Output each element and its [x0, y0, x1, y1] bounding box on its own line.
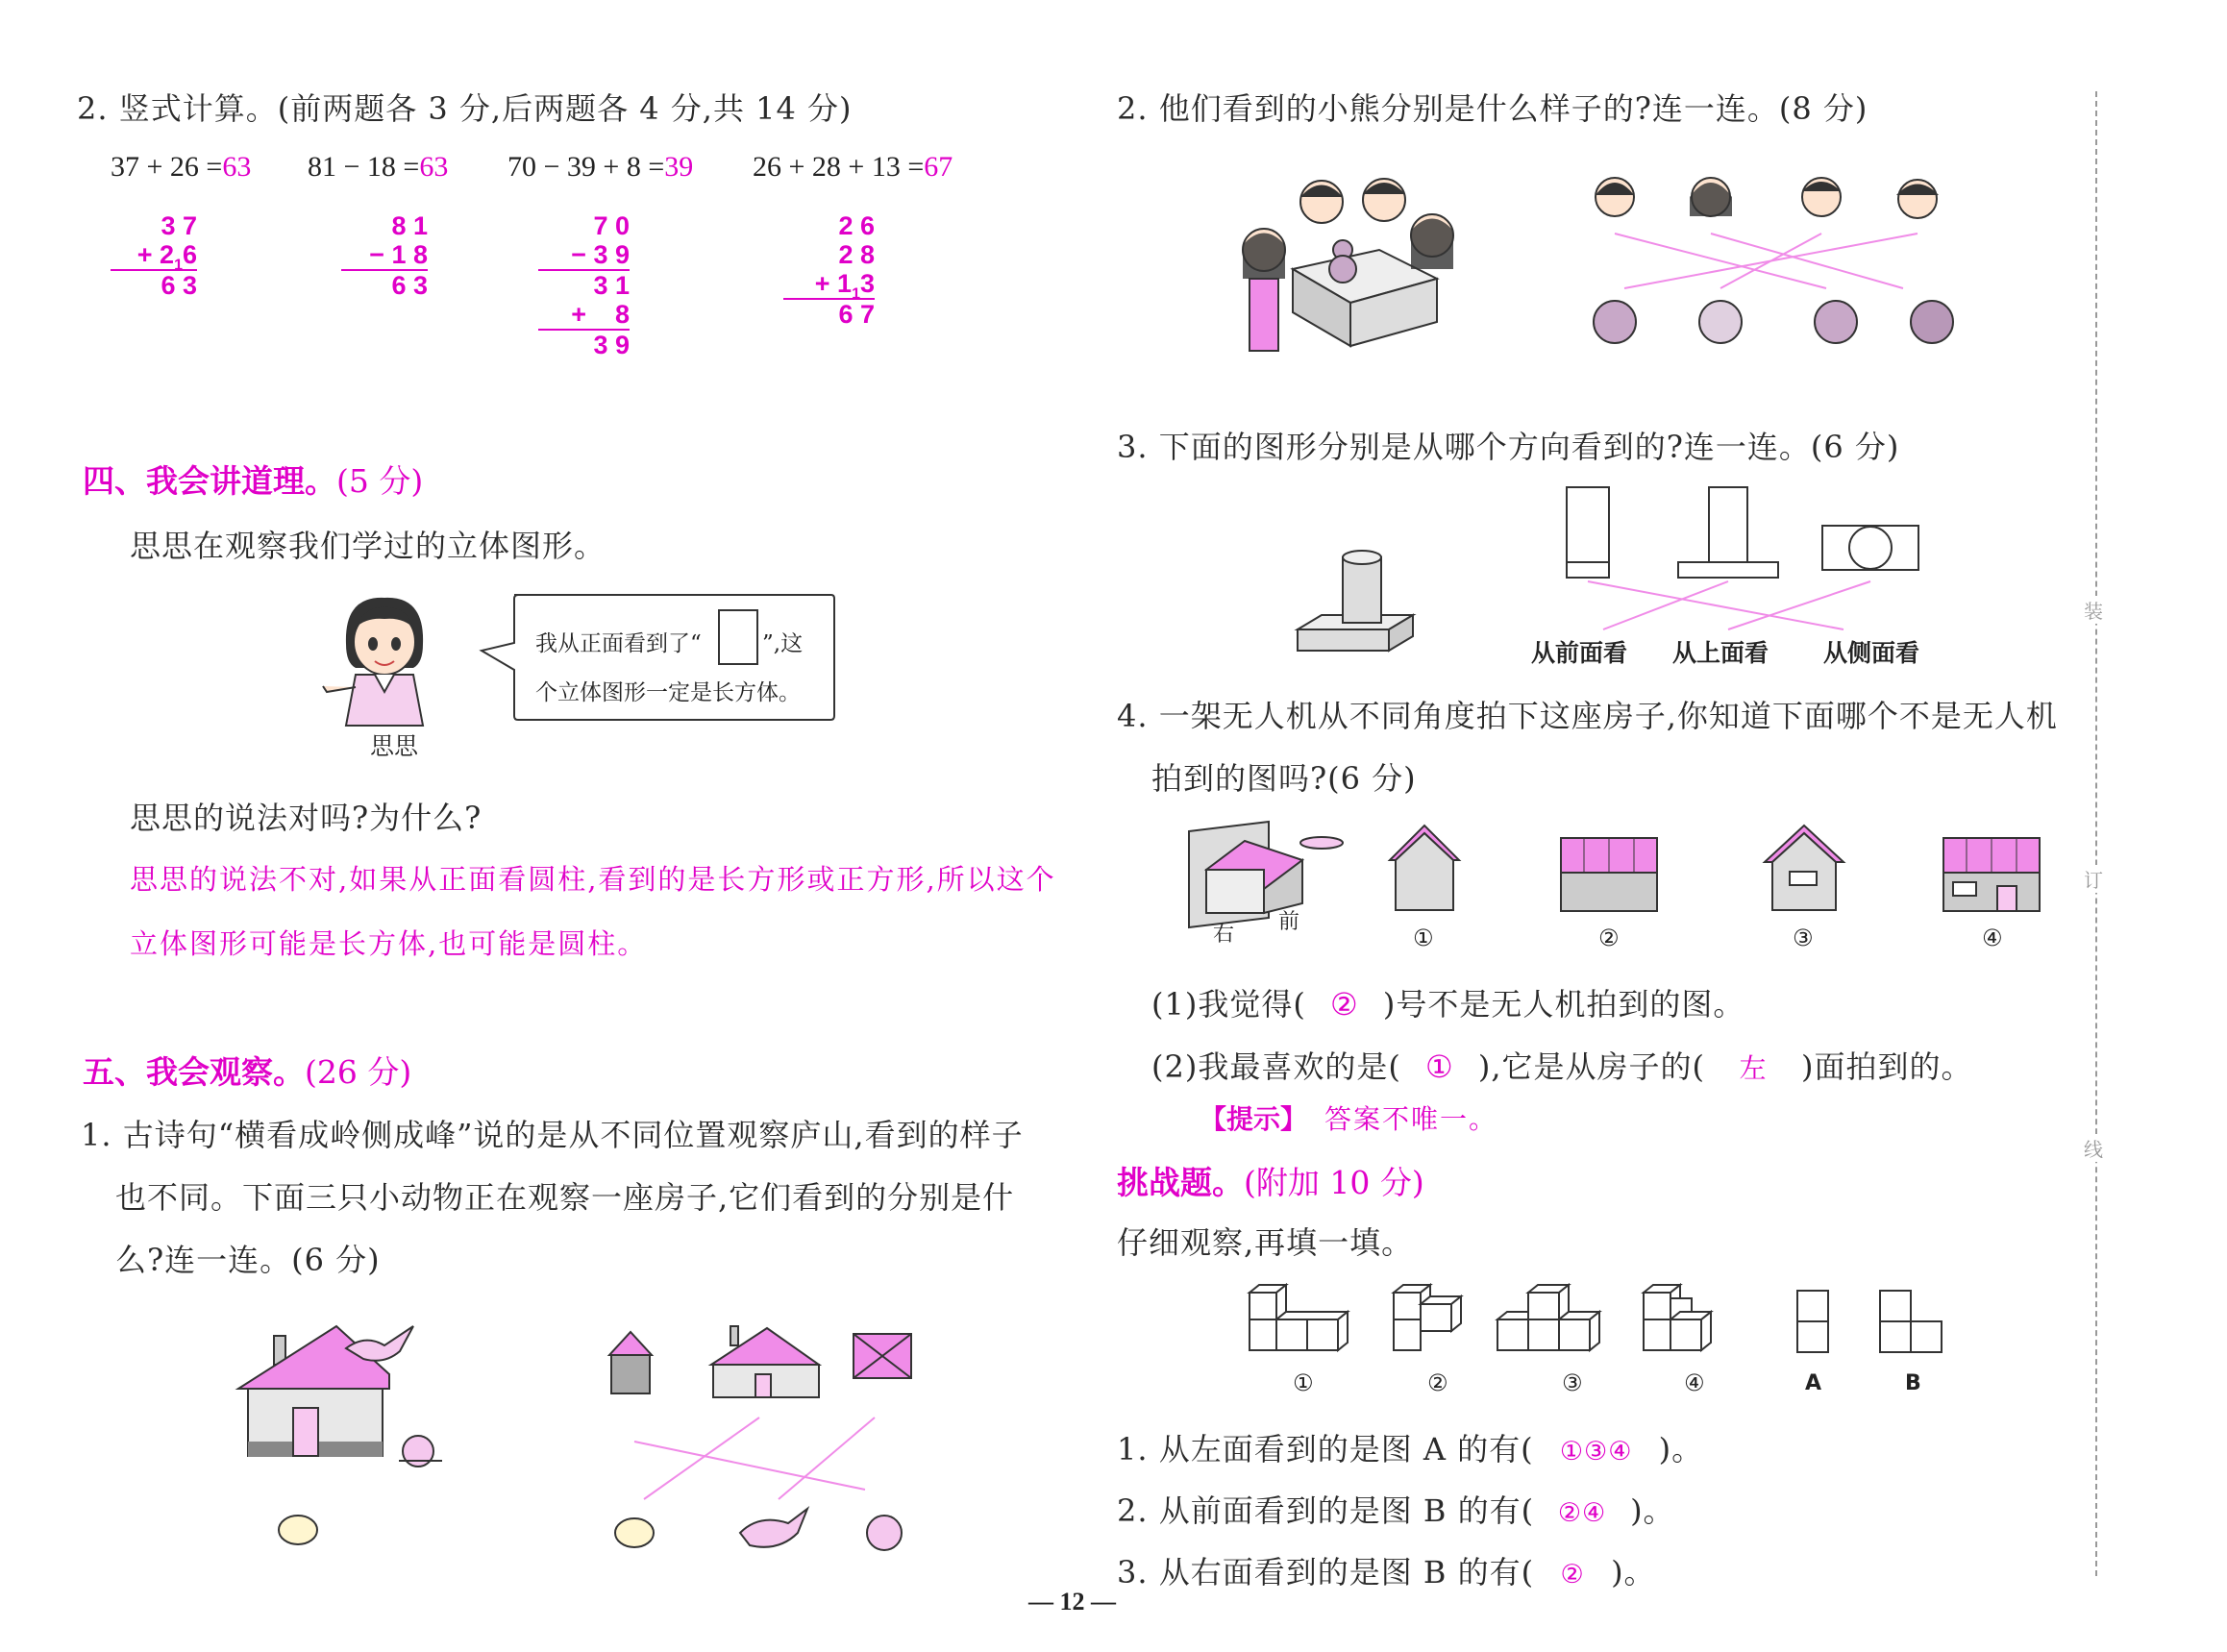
- equation-answer: 67: [924, 151, 953, 183]
- three-views: [1565, 485, 1930, 639]
- challenge-q1: [1117, 1425, 1703, 1469]
- section-4-answer-1: 思思的说法不对,如果从正面看圆柱,看到的是长方形或正方形,所以这个: [130, 863, 1056, 896]
- house-view-2: [1557, 836, 1663, 918]
- section-4-intro: 思思在观察我们学过的立体图形。: [130, 528, 606, 564]
- calc-row: − 3 9: [571, 240, 630, 269]
- q4-sub-1: [1151, 980, 1744, 1024]
- section-title-text: 四、我会讲道理。: [83, 462, 336, 500]
- calc-row: 6 3: [161, 271, 197, 300]
- carry-digit: 1: [852, 285, 860, 303]
- calc-row: 3 7: [161, 211, 197, 240]
- girl-name: 思思: [370, 732, 419, 760]
- bubble-text-2: 个立体图形一定是长方体。: [535, 680, 801, 705]
- challenge-q3-b: )。: [1611, 1554, 1656, 1590]
- calc-row: 6 3: [391, 271, 428, 300]
- hint-label: 【提示】: [1200, 1103, 1308, 1135]
- calc-row: 3 1: [593, 271, 630, 300]
- q4-sub-1-b: )号不是无人机拍到的图。: [1382, 986, 1745, 1023]
- equation-expr: 70 − 39 + 8 =: [507, 151, 665, 183]
- house-view-3: [1761, 822, 1847, 918]
- equation-answer: 63: [222, 151, 252, 183]
- carry-digit: 1: [174, 257, 183, 274]
- section-4-question: 思思的说法对吗?为什么?: [130, 800, 483, 836]
- q4-sub-2: [1151, 1043, 1972, 1087]
- challenge-q2-answer: ②④: [1557, 1498, 1607, 1528]
- cube-label-b: B: [1905, 1371, 1921, 1395]
- hint-text: 答案不唯一。: [1324, 1103, 1498, 1135]
- cube-label-4: ④: [1684, 1369, 1705, 1396]
- vertical-calc-3: [538, 211, 630, 359]
- house-view-number-3: ③: [1793, 925, 1814, 951]
- challenge-intro: 仔细观察,再填一填。: [1117, 1224, 1414, 1261]
- calc-text: 3: [859, 269, 875, 298]
- section-score: (26 分): [305, 1053, 412, 1091]
- house-view-number-1: ①: [1413, 925, 1434, 951]
- faces-and-bears: [1586, 168, 1951, 360]
- q4-sub-2-c: )面拍到的。: [1800, 1048, 1973, 1085]
- q4-sub-2-answer-1: ①: [1424, 1048, 1454, 1085]
- vertical-calc-2: [341, 211, 428, 300]
- house-view-1: [1386, 822, 1463, 918]
- equation-expr: 81 − 18 =: [308, 151, 420, 183]
- q4-sub-2-b: ),它是从房子的(: [1477, 1048, 1705, 1085]
- challenge-q1-answer: ①③④: [1559, 1437, 1633, 1467]
- equation-answer: 63: [419, 151, 449, 183]
- challenge-q3: [1117, 1548, 1656, 1592]
- bubble-text-1b: ”,这: [762, 631, 804, 656]
- house-scene: [231, 1317, 452, 1566]
- equation-4: [753, 151, 953, 184]
- cube-figures: [1240, 1283, 1951, 1360]
- drone-label-right: 右: [1213, 923, 1235, 947]
- calc-row: 2 6: [838, 211, 875, 240]
- cylinder-on-block: [1293, 548, 1418, 663]
- section-5-title: [83, 1048, 411, 1093]
- hint: [1200, 1098, 1497, 1137]
- cube-label-2: ②: [1427, 1369, 1448, 1396]
- calc-text: 6: [182, 240, 197, 269]
- house-view-4: [1940, 836, 2045, 918]
- challenge-title-text: 挑战题。: [1117, 1164, 1244, 1201]
- equation-3: [507, 151, 693, 184]
- challenge-score: (附加 10 分): [1244, 1164, 1424, 1201]
- challenge-title: [1117, 1158, 1424, 1203]
- page-number: — 12 —: [1028, 1588, 1116, 1615]
- calc-text: + 2: [136, 240, 175, 269]
- children-table-illustration: [1235, 173, 1485, 365]
- q4-sub-2-a: (2)我最喜欢的是(: [1151, 1048, 1401, 1085]
- calc-row: [111, 240, 197, 274]
- challenge-q2-b: )。: [1630, 1492, 1675, 1529]
- calc-row: 2 8: [838, 240, 875, 269]
- cube-label-a: A: [1805, 1371, 1822, 1395]
- bubble-text-1a: 我从正面看到了“: [535, 631, 702, 656]
- calc-row: [783, 269, 875, 303]
- calc-row: 7 0: [593, 211, 630, 240]
- equation-answer: 39: [664, 151, 694, 183]
- girl-illustration: [317, 586, 452, 730]
- q4-sub-2-answer-2: 左: [1739, 1052, 1768, 1084]
- section-4-answer-2: 立体图形可能是长方体,也可能是圆柱。: [130, 927, 648, 960]
- challenge-q3-answer: ②: [1560, 1560, 1585, 1590]
- section-4-title: [83, 456, 423, 502]
- challenge-q3-a: 3. 从右面看到的是图 B 的有(: [1117, 1554, 1535, 1590]
- binding-mark-1: 装: [2084, 596, 2103, 624]
- right-q3-title: 3. 下面的图形分别是从哪个方向看到的?连一连。(6 分): [1117, 429, 1900, 465]
- drone-house: [1187, 822, 1355, 932]
- house-view-number-4: ④: [1982, 925, 2003, 951]
- calc-row: + 8: [571, 300, 630, 329]
- right-q2-title: 2. 他们看到的小熊分别是什么样子的?连一连。(8 分): [1117, 90, 1868, 127]
- view-label-top: 从上面看: [1672, 639, 1769, 667]
- left-q2-title: 2. 竖式计算。(前两题各 3 分,后两题各 4 分,共 14 分): [77, 90, 853, 127]
- binding-mark-2: 订: [2084, 865, 2103, 893]
- challenge-q2-a: 2. 从前面看到的是图 B 的有(: [1117, 1492, 1535, 1529]
- calc-row: − 1 8: [369, 240, 428, 269]
- calc-row: 3 9: [593, 331, 630, 359]
- equation-expr: 37 + 26 =: [111, 151, 223, 183]
- right-q4-line-2: 拍到的图吗?(6 分): [1151, 760, 1417, 797]
- q4-sub-1-a: (1)我觉得(: [1151, 986, 1306, 1023]
- view-label-side: 从侧面看: [1823, 639, 1920, 667]
- cube-label-3: ③: [1562, 1369, 1583, 1396]
- vertical-calc-1: [111, 211, 197, 300]
- challenge-q1-b: )。: [1658, 1431, 1704, 1467]
- drone-label-front: 前: [1278, 910, 1300, 934]
- house-views: [596, 1326, 932, 1566]
- calc-row: 8 1: [391, 211, 428, 240]
- calc-row: 6 7: [838, 300, 875, 329]
- equation-expr: 26 + 28 + 13 =: [753, 151, 925, 183]
- challenge-q2: [1117, 1487, 1675, 1531]
- equation-2: [308, 151, 448, 184]
- binding-mark-3: 线: [2084, 1134, 2103, 1162]
- q1-line-2: 也不同。下面三只小动物正在观察一座房子,它们看到的分别是什: [115, 1179, 1015, 1216]
- q4-sub-1-answer: ②: [1329, 986, 1359, 1023]
- section-title-text: 五、我会观察。: [83, 1053, 305, 1091]
- cube-label-1: ①: [1293, 1369, 1314, 1396]
- q1-line-1: 1. 古诗句“横看成岭侧成峰”说的是从不同位置观察庐山,看到的样子: [81, 1117, 1024, 1153]
- vertical-calc-4: [783, 211, 875, 329]
- calc-text: + 1: [814, 269, 853, 298]
- q1-line-3: 么?连一连。(6 分): [115, 1242, 381, 1278]
- challenge-q1-a: 1. 从左面看到的是图 A 的有(: [1117, 1431, 1534, 1467]
- equation-1: [111, 151, 251, 184]
- view-label-front: 从前面看: [1531, 639, 1628, 667]
- section-score: (5 分): [336, 462, 424, 500]
- right-q4-line-1: 4. 一架无人机从不同角度拍下这座房子,你知道下面哪个不是无人机: [1117, 698, 2058, 734]
- house-view-number-2: ②: [1598, 925, 1620, 951]
- binding-line: [2095, 91, 2097, 1576]
